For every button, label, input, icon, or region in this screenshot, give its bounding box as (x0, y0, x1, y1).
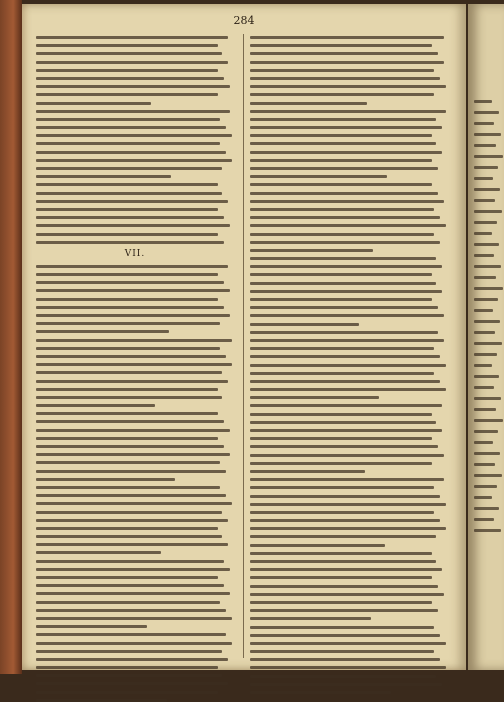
text-line (474, 254, 494, 257)
text-line (36, 118, 220, 121)
text-line (36, 314, 230, 317)
text-line (36, 134, 232, 137)
left-text-column (36, 36, 234, 656)
text-line (36, 519, 228, 522)
text-line (36, 85, 230, 88)
text-line (250, 601, 432, 604)
text-line (250, 52, 438, 55)
text-line (36, 584, 224, 587)
text-line (474, 144, 496, 147)
text-line (250, 626, 434, 629)
text-line (36, 666, 218, 669)
text-line (474, 452, 500, 455)
text-line (250, 347, 434, 350)
text-line (250, 642, 446, 645)
text-line (36, 437, 218, 440)
text-line (250, 216, 440, 219)
text-line (250, 658, 440, 661)
text-line (250, 380, 440, 383)
text-line (250, 134, 432, 137)
text-line (474, 188, 500, 191)
text-line (250, 511, 434, 514)
text-line (250, 175, 387, 178)
text-line (250, 675, 436, 678)
text-line (474, 353, 497, 356)
text-line (250, 183, 432, 186)
text-line (250, 609, 438, 612)
text-line (250, 233, 434, 236)
text-line (36, 167, 222, 170)
right-text-column (250, 36, 448, 656)
text-line (36, 371, 222, 374)
text-line (36, 306, 224, 309)
text-line (36, 502, 232, 505)
text-line (36, 625, 147, 628)
text-line (250, 224, 446, 227)
text-line (250, 478, 444, 481)
text-line (250, 118, 436, 121)
text-line (36, 511, 222, 514)
text-line (474, 155, 503, 158)
text-line (36, 265, 228, 268)
text-line (250, 151, 442, 154)
text-line (36, 216, 224, 219)
text-line (250, 192, 438, 195)
text-line (474, 221, 497, 224)
text-line (36, 102, 151, 105)
text-line (36, 200, 228, 203)
text-line (250, 593, 444, 596)
book-page (22, 4, 466, 670)
text-line (36, 535, 222, 538)
text-line (250, 396, 379, 399)
text-line (36, 61, 228, 64)
text-line (250, 666, 446, 669)
text-line (250, 257, 436, 260)
text-line (250, 486, 434, 489)
text-line (250, 167, 438, 170)
text-line (36, 52, 222, 55)
text-line (250, 339, 444, 342)
text-line (474, 529, 501, 532)
text-line (250, 495, 440, 498)
text-line (250, 77, 440, 80)
text-line (250, 331, 438, 334)
text-line (36, 339, 232, 342)
text-line (250, 650, 434, 653)
text-line (250, 61, 444, 64)
text-line (36, 110, 230, 113)
text-line (250, 102, 367, 105)
book-binding (0, 0, 22, 674)
text-line (36, 601, 220, 604)
text-line (250, 126, 442, 129)
text-line (36, 445, 224, 448)
text-line (250, 241, 440, 244)
text-line (36, 69, 218, 72)
text-line (250, 445, 438, 448)
text-line (250, 560, 436, 563)
text-line (250, 142, 436, 145)
text-line (36, 527, 218, 530)
text-line (36, 281, 224, 284)
text-line (250, 527, 446, 530)
text-line (474, 133, 501, 136)
text-line (474, 111, 499, 114)
text-line (250, 404, 442, 407)
text-line (36, 633, 226, 636)
text-line (36, 175, 171, 178)
text-line (36, 412, 218, 415)
text-line (474, 100, 492, 103)
text-line (36, 224, 230, 227)
text-line (250, 544, 385, 547)
text-line (36, 241, 224, 244)
text-line (474, 485, 497, 488)
text-line (250, 298, 432, 301)
text-line (36, 674, 222, 677)
page-number: 284 (233, 14, 255, 27)
text-line (250, 306, 438, 309)
text-line (36, 420, 224, 423)
text-line (250, 437, 432, 440)
text-line (474, 386, 494, 389)
text-line (250, 36, 444, 39)
text-line (250, 372, 434, 375)
text-line (474, 298, 498, 301)
text-line (36, 183, 218, 186)
text-line (36, 592, 230, 595)
text-line (36, 470, 226, 473)
text-line (36, 404, 155, 407)
text-line (36, 617, 232, 620)
text-line (250, 576, 432, 579)
text-line (250, 85, 446, 88)
text-line (36, 355, 226, 358)
text-line (250, 585, 438, 588)
text-line (250, 355, 440, 358)
text-line (36, 642, 232, 645)
text-line (474, 397, 501, 400)
text-line (36, 322, 220, 325)
text-line (250, 568, 442, 571)
text-line (474, 276, 496, 279)
text-line (250, 454, 444, 457)
text-line (474, 232, 492, 235)
text-line (250, 159, 432, 162)
text-line (250, 535, 436, 538)
text-line (36, 486, 220, 489)
adjacent-page-edge (468, 4, 504, 670)
text-line (36, 298, 218, 301)
text-line (36, 461, 220, 464)
text-line (36, 77, 224, 80)
text-line (36, 691, 218, 694)
text-line (250, 364, 446, 367)
text-line (474, 408, 496, 411)
text-line (250, 290, 442, 293)
text-line (36, 543, 228, 546)
text-line (36, 609, 226, 612)
text-line (36, 551, 161, 554)
text-line (250, 683, 442, 686)
text-line (474, 518, 494, 521)
text-line (36, 658, 228, 661)
text-line (36, 650, 222, 653)
text-line (474, 199, 495, 202)
text-line (36, 347, 220, 350)
text-line (250, 552, 432, 555)
text-line (36, 429, 230, 432)
text-line (36, 494, 226, 497)
text-line (36, 478, 175, 481)
text-line (474, 122, 494, 125)
text-line (474, 331, 495, 334)
text-line (36, 289, 230, 292)
text-line (250, 429, 442, 432)
text-line (36, 363, 232, 366)
text-line (36, 388, 218, 391)
text-line (474, 243, 499, 246)
text-line (36, 233, 218, 236)
text-line (474, 463, 495, 466)
text-line (250, 208, 434, 211)
text-line (36, 208, 218, 211)
text-line (36, 159, 232, 162)
text-line (36, 142, 220, 145)
text-line (474, 507, 499, 510)
text-line (36, 36, 228, 39)
text-line (474, 342, 502, 345)
text-line (474, 430, 498, 433)
text-line (250, 323, 359, 326)
text-line (36, 330, 169, 333)
text-line (250, 110, 446, 113)
column-divider (243, 34, 244, 658)
text-line (474, 177, 493, 180)
text-line (36, 576, 218, 579)
text-line (250, 200, 444, 203)
text-line (474, 419, 503, 422)
text-line (250, 470, 365, 473)
text-line (250, 634, 440, 637)
text-line (36, 699, 167, 702)
text-line (36, 453, 230, 456)
text-line (250, 69, 434, 72)
text-line (474, 210, 502, 213)
text-line (250, 519, 440, 522)
text-line (36, 380, 228, 383)
text-line (474, 265, 501, 268)
text-line (36, 682, 228, 685)
text-line (36, 126, 226, 129)
text-line (36, 273, 218, 276)
text-line (474, 364, 492, 367)
text-line (36, 568, 230, 571)
text-line (36, 560, 224, 563)
text-line (250, 93, 434, 96)
text-line (250, 265, 442, 268)
text-line (36, 396, 222, 399)
text-line (250, 249, 373, 252)
text-line (250, 691, 391, 694)
chapter-heading: VII. (124, 248, 146, 259)
text-line (250, 388, 446, 391)
text-line (250, 413, 432, 416)
text-line (36, 192, 222, 195)
text-line (474, 166, 498, 169)
text-line (250, 617, 371, 620)
text-line (474, 320, 500, 323)
text-line (474, 496, 492, 499)
text-line (36, 151, 226, 154)
text-line (250, 273, 432, 276)
text-line (250, 462, 432, 465)
text-line (474, 375, 499, 378)
text-line (36, 93, 218, 96)
text-line (36, 44, 218, 47)
text-line (474, 309, 493, 312)
text-line (474, 287, 503, 290)
text-line (250, 282, 436, 285)
text-line (250, 314, 444, 317)
text-line (474, 474, 502, 477)
text-line (250, 421, 436, 424)
text-line (250, 44, 432, 47)
text-line (474, 441, 493, 444)
text-line (250, 503, 446, 506)
